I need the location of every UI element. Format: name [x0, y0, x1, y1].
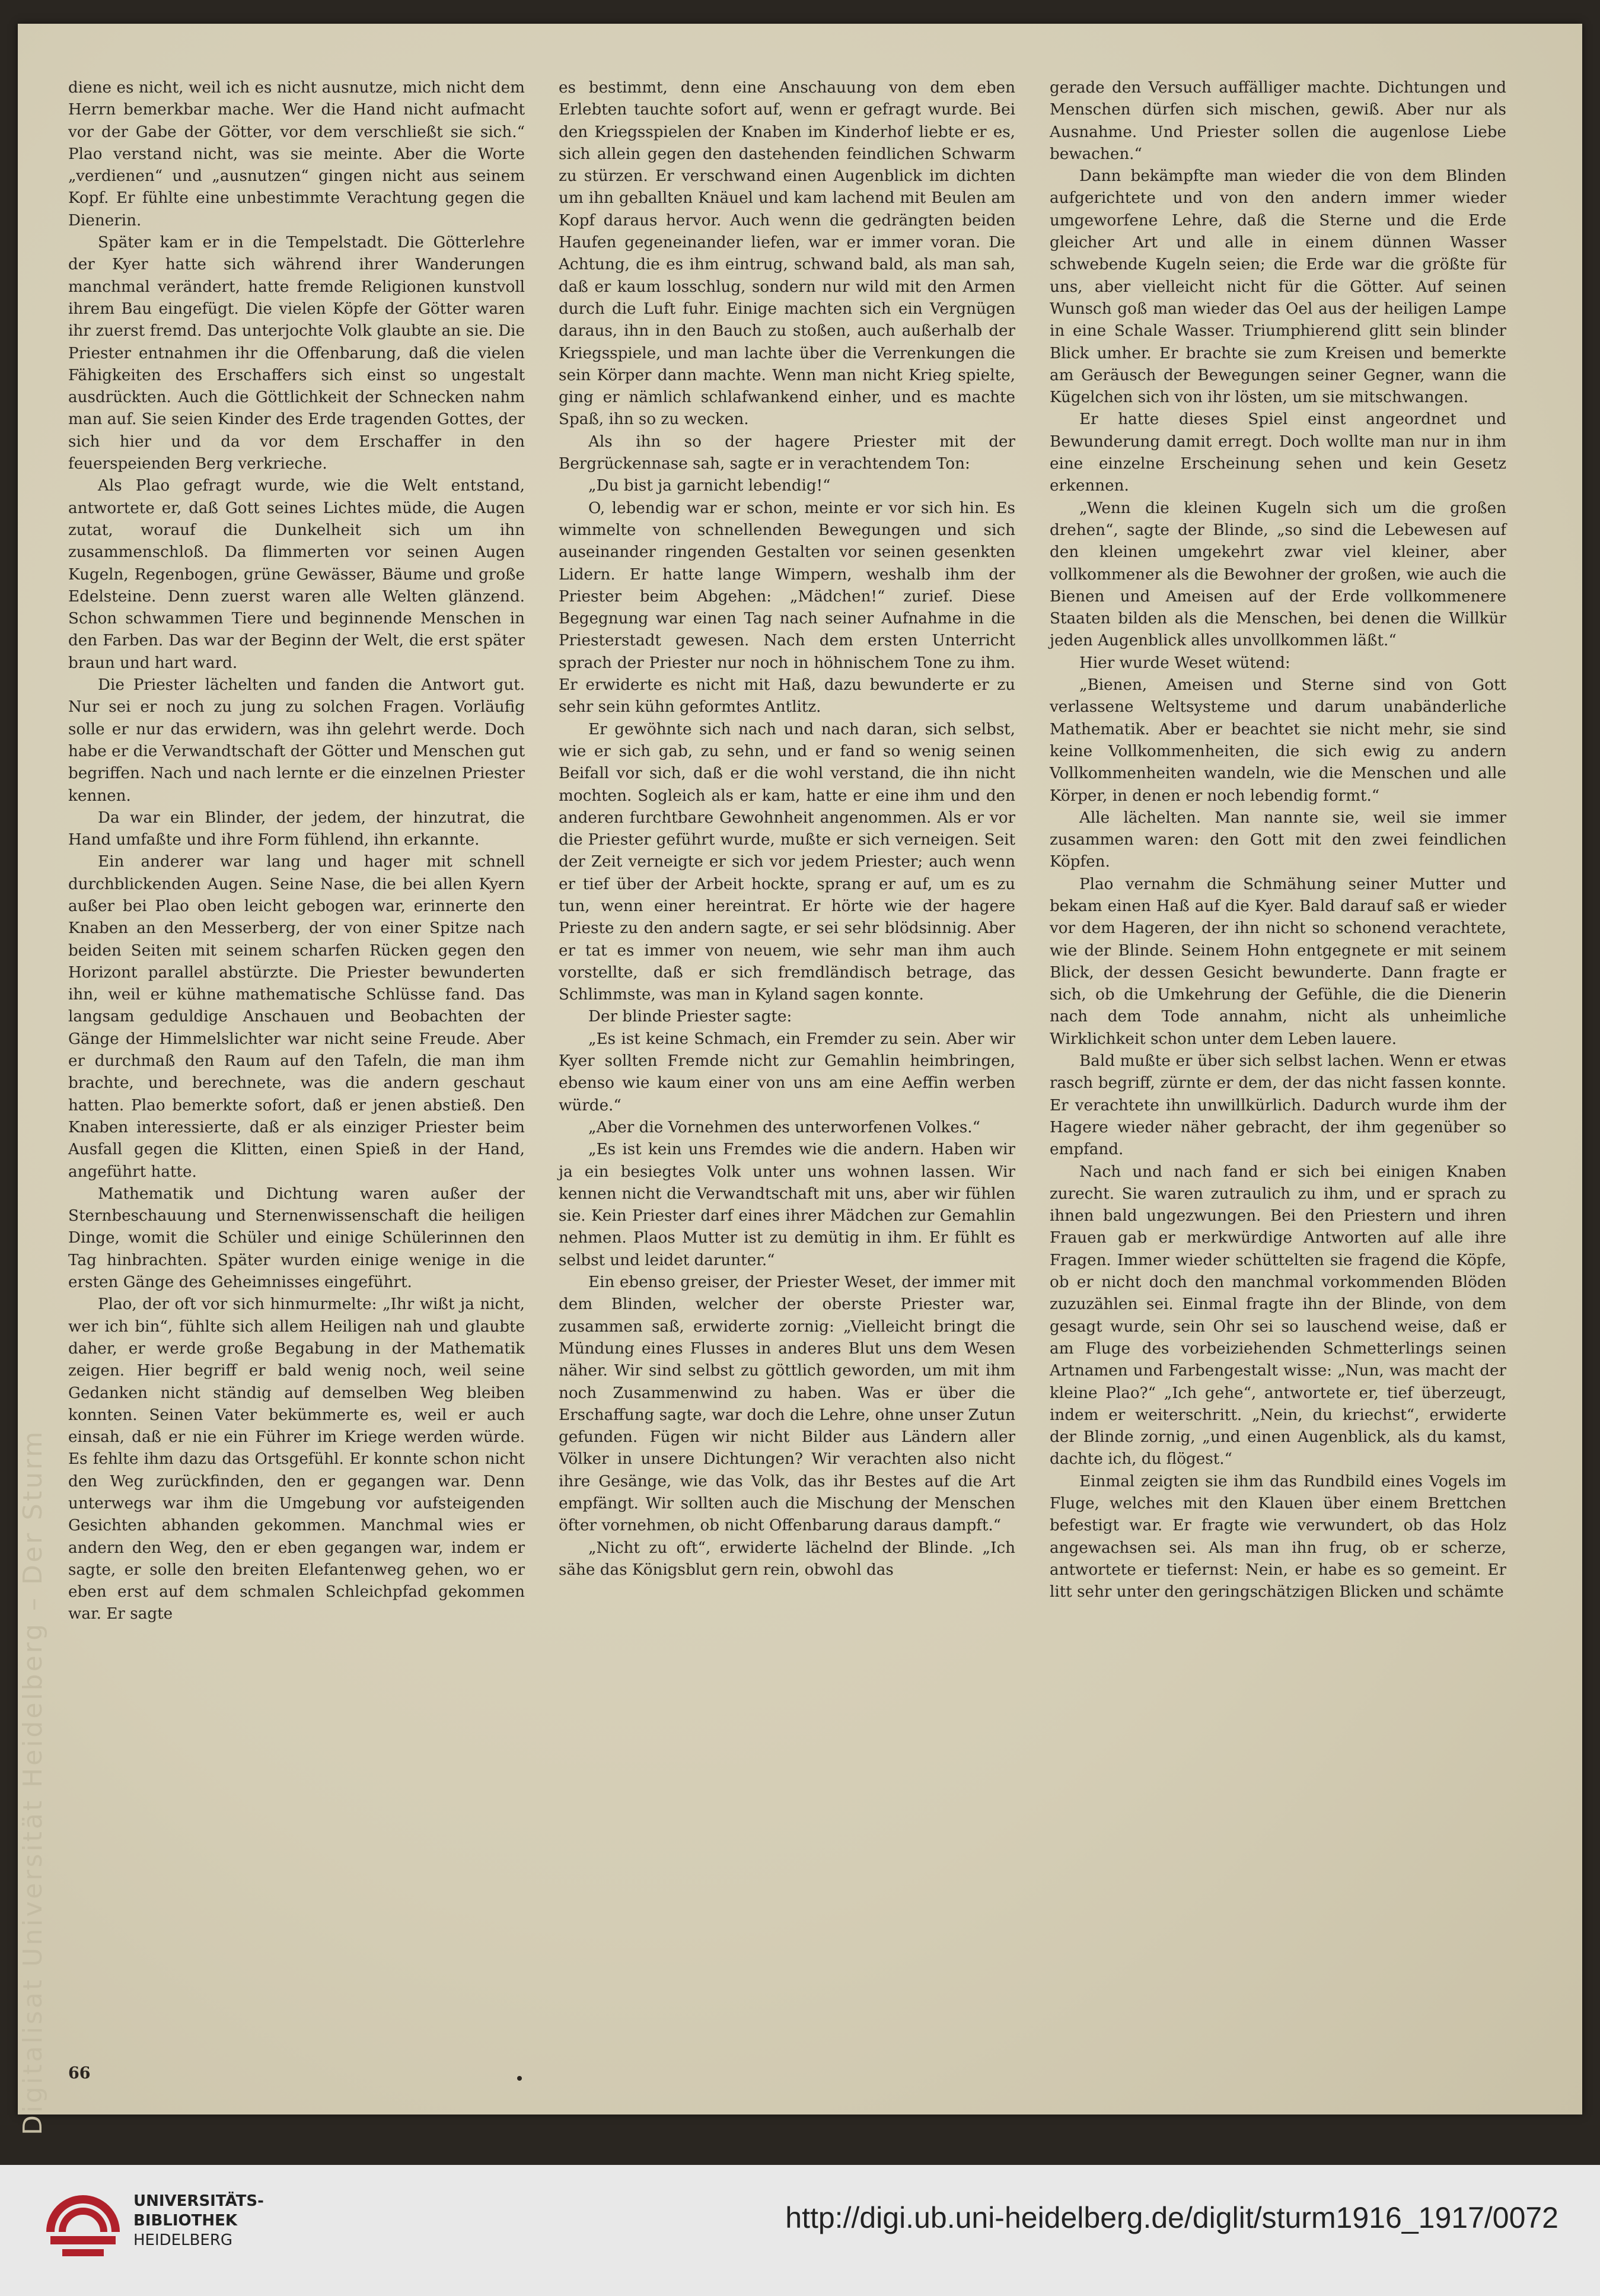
text-column-middle [559, 77, 1015, 1581]
paragraph: Plao, der oft vor sich hinmurmelte: „Ihr wißt ja nicht, wer ich bin“, fühlte sich allem Heiligen nah und glaubte daher, er werde große Begabung in der Mathematik zeigen. Hier begriff er bald wenig noch, weil seine Gedanken nicht ständig auf demselben Weg bleiben konnten. Seinen Vater bekümmerte es, weil er auch einsah, daß er nie ein Führer im Kriege werden würde. Es fehlte ihm dazu das Ortsgefühl. Er konnte schon nicht den Weg zurückfinden, den er gegangen war. Denn unterwegs war ihm die Umgebung vor aufsteigenden Gesichten abhanden gekommen. Manchmal wies er andern den Weg, den er eben gegangen war, indem er sagte, er solle den breiten Elefantenweg gehen, wo er eben erst auf dem schmalen Schleichpfad gekommen war. Er sagte [68, 1295, 525, 1623]
paragraph: „Aber die Vornehmen des unterworfenen Volkes.“ [588, 1118, 980, 1136]
library-name [133, 2192, 264, 2250]
paragraph: Einmal zeigten sie ihm das Rundbild eines Vogels im Fluge, welches mit den Klauen über einem Brettchen befestigt war. Er fragte wie verwundert, ob das Holz angewachsen sei. Als man ihn frug, ob er scherze, antwortete er tiefernst: Nein, er habe es so gemeint. Er litt sehr unter den geringschätzigen Blicken und schämte [1050, 1472, 1506, 1601]
library-logo-icon [39, 2187, 128, 2276]
paragraph: gerade den Versuch auffälliger machte. Dichtungen und Menschen dürfen sich mischen, gewiß. Aber nur als Ausnahme. Und Priester sollen die augenlose Liebe bewachen.“ [1050, 79, 1506, 163]
paragraph: Nach und nach fand er sich bei einigen Knaben zurecht. Sie waren zutraulich zu ihm, und er sprach zu ihnen bald ungezwungen. Bei den Priestern und ihren Frauen gab er merkwürdige Antworten auf alle ihre Fragen. Immer wieder schüttelten sie fragend die Köpfe, ob er nicht doch den manchmal vorkommenden Blöden zuzuzählen sei. Einmal fragte ihn der Blinde, von dem gesagt wurde, sein Ohr sei so lauschend weise, daß er am Fluge des vorbeiziehenden Schmetterlings seinen Artnamen und Farbengestalt wisse: „Nun, was macht der kleine Plao?“ „Ich gehe“, antwortete er, tief überzeugt, indem er weiterschritt. „Nein, du kriechst“, erwiderte der Blinde zornig, „und einen Augenblick, als du kamst, dachte ich, du flögest.“ [1050, 1163, 1506, 1469]
paragraph: Als Plao gefragt wurde, wie die Welt entstand, antwortete er, daß Gott seines Lichtes müde, die Augen zutat, worauf die Dunkelheit sich um ihn zusammenschloß. Da flimmerten vor seinen Augen Kugeln, Regenbogen, grüne Gewässer, Bäume und große Edelsteine. Denn zuerst waren alle Welten glänzend. Schon schwammen Tiere und beginnende Menschen in den Farben. Das war der Beginn der Welt, die erst später braun und hart ward. [68, 477, 525, 672]
text-column-right [1050, 77, 1506, 1603]
paragraph: Später kam er in die Tempelstadt. Die Götterlehre der Kyer hatte sich während ihrer Wanderungen manchmal verändert, hatte fremde Religionen kunstvoll ihrem Bau eingefügt. Die vielen Köpfe der Götter waren ihr zuerst fremd. Das unterjochte Volk glaubte an sie. Die Priester entnahmen ihr die Offenbarung, daß die vielen Fähigkeiten des Erschaffers sich einst so ungestalt ausdrückten. Auch die Göttlichkeit der Schnecken nahm man auf. Sie seien Kinder des Erde tragenden Gottes, der sich hier und da vor dem Erschaffer in den feuerspeienden Berg verkrieche. [68, 234, 525, 473]
paragraph: Plao vernahm die Schmähung seiner Mutter und bekam einen Haß auf die Kyer. Bald darauf saß er wieder vor dem Hageren, der ihn nicht so schonend verachtete, wie der Blinde. Seinem Hohn entgegnete er mit seinem Blick, der dessen Gesicht bewunderte. Dann fragte er sich, ob die Umkehrung der Gefühle, die die Dienerin nach dem Tode annahm, nicht als unheimliche Wirklichkeit schon unter dem Leben lauere. [1050, 875, 1506, 1048]
library-name-line1: UNIVERSITÄTS- [133, 2192, 264, 2210]
paragraph: „Es ist kein uns Fremdes wie die andern. Haben wir ja ein besiegtes Volk unter uns wohnen lassen. Wir kennen nicht die Verwandtschaft mit uns, aber wir fühlen sie. Kein Priester darf eines ihrer Mädchen zur Gemahlin nehmen. Plaos Mutter ist zu demütig in ihm. Er fühlt es selbst und leidet darunter.“ [559, 1141, 1015, 1269]
paragraph: Der blinde Priester sagte: [588, 1008, 792, 1026]
paragraph: diene es nicht, weil ich es nicht ausnutze, mich nicht dem Herrn bemerkbar mache. Wer die Hand nicht aufmacht vor der Gabe der Götter, vor dem verschließt sie sich.“ Plao verstand nicht, was sie meinte. Aber die Worte „verdienen“ und „ausnutzen“ gingen nicht aus seinem Kopf. Er fühlte eine unbestimmte Verachtung gegen die Dienerin. [68, 79, 525, 230]
paragraph: Ein ebenso greiser, der Priester Weset, der immer mit dem Blinden, welcher der oberste Priester war, zusammen saß, erwiderte zornig: „Vielleicht bringt die Mündung eines Flusses in anderes Blut uns dem Wesen näher. Wir sind selbst zu göttlich geworden, um mit ihm noch Zusammenwind zu haben. Was er über die Erschaffung sagte, war doch die Lehre, ohne unser Zutun gefunden. Fügen wir nicht Bilder aus Ländern aller Völker in unsere Dichtungen? Wir verachten also nicht ihre Gesänge, wie das Volk, das ihr Bestes auf die Art empfängt. Wir sollten auch die Mischung der Menschen öfter vornehmen, ob nicht Offenbarung daraus dampft.“ [559, 1273, 1015, 1535]
paragraph: Die Priester lächelten und fanden die Antwort gut. Nur sei er noch zu jung zu solchen Fragen. Vorläufig solle er nur das erwidern, was ihn gelehrt werde. Doch habe er die Verwandtschaft der Götter und Menschen gut begriffen. Nach und nach lernte er die einzelnen Priester kennen. [68, 676, 525, 805]
paragraph: Ein anderer war lang und hager mit schnell durchblickenden Augen. Seine Nase, die bei allen Kyern außer bei Plao oben leicht gebogen war, erinnerte den Knaben an den Messerberg, der von einer Spitze nach beiden Seiten mit seinem scharfen Rücken gegen den Horizont parallel abstürzte. Die Priester bewunderten ihn, weil er kühne mathematische Schlüsse fand. Das langsam geduldige Anschauen und Beobachten der Gänge der Himmelslichter war nicht seine Freude. Aber er durchmaß den Raum auf den Tafeln, die man ihm brachte, und berechnete, was die andern geschaut hatten. Plao bemerkte sofort, daß er jenen abstieß. Den Knaben interessierte, daß er als einziger Priester beim Ausfall gegen die Klitten, einen Spieß in der Hand, angeführt hatte. [68, 853, 525, 1181]
margin-watermark: Digitalisat Universität Heidelberg – Der Sturm [18, 1429, 48, 2135]
paragraph: Mathematik und Dichtung waren außer der Sternbeschauung und Sternenwissenschaft die heiligen Dinge, womit die Schüler und einige Schülerinnen den Tag hinbrachten. Später wurden einige wenige in die ersten Gänge des Geheimnisses eingeführt. [68, 1184, 525, 1292]
text-column-left [68, 77, 525, 1626]
page-number: 66 [68, 2064, 91, 2082]
paragraph: Da war ein Blinder, der jedem, der hinzutrat, die Hand umfaßte und ihre Form fühlend, ihn erkannte. [68, 808, 525, 849]
paragraph: Er gewöhnte sich nach und nach daran, sich selbst, wie er sich gab, zu sehn, und er fand so wenig seinen Beifall vor sich, daß er die wohl verstand, die ihn nicht mochten. Sogleich als er kam, hatte er eine ihm und den anderen furchtbare Gewohnheit angenommen. Als er vor die Priester geführt wurde, mußte er sich verneigen. Seit der Zeit verneigte er sich vor jedem Priester; auch wenn er tief über der Arbeit hockte, sprang er auf, um es zu tun, wenn einer hereintrat. Er hörte wie der hagere Prieste zu den andern sagte, er sei sehr blödsinnig. Aber er tat es immer von neuem, wie sehr man ihm auch vorstellte, daß er sich fremdländisch betrage, das Schlimmste, was man in Kyland sagen konnte. [559, 720, 1015, 1004]
paragraph: „Du bist ja garnicht lebendig!“ [588, 477, 831, 495]
paragraph: „Wenn die kleinen Kugeln sich um die großen drehen“, sagte der Blinde, „so sind die Lebewesen auf den kleinen umgekehrt zwar viel kleiner, aber vollkommener als die Bewohner der großen, wie auch die Bienen und Ameisen auf der Erde vollkommenere Staaten bilden als die Menschen, bei denen die Willkür jeden Augenblick alles unvollkommen läßt.“ [1050, 499, 1506, 650]
paragraph: Bald mußte er über sich selbst lachen. Wenn er etwas rasch begriff, zürnte er dem, der das nicht fassen konnte. Er verachtete ihn unwillkürlich. Dadurch wurde ihm der Hagere wieder näher gebracht, der ihm gegenüber so empfand. [1050, 1052, 1506, 1159]
library-name-line3: HEIDELBERG [133, 2231, 233, 2249]
paragraph: Dann bekämpfte man wieder die von dem Blinden aufgerichtete und von den andern immer wieder umgeworfene Lehre, daß die Sterne und die Erde gleicher Art und alle in einem dünnen Wasser schwebende Kugeln seien; die Erde war die größte für uns, aber vielleicht nicht für die Götter. Auf seinen Wunsch goß man wieder das Oel aus der heiligen Lampe in eine Schale Wasser. Triumphierend glitt sein blinder Blick umher. Er brachte sie zum Kreisen und bemerkte am Geräusch der Bewegungen seiner Gegner, wann die Kügelchen sich von ihr lösten, um sie mitschwangen. [1050, 167, 1506, 407]
paragraph: Als ihn so der hagere Priester mit der Bergrückennase sah, sagte er in verachtendem Ton: [559, 432, 1015, 473]
paragraph: Hier wurde Weset wütend: [1079, 654, 1290, 672]
paragraph: „Bienen, Ameisen und Sterne sind von Gott verlassene Weltsysteme und darum unabänderliche Mathematik. Aber er beachtet sie nicht mehr, sie sind keine Vollkommenheiten, die sich ewig zu andern Vollkommenheiten wandeln, wie die Menschen und alle Körper, in denen er noch lebendig formt.“ [1050, 676, 1506, 805]
ink-dot [517, 2076, 522, 2081]
paragraph: „Nicht zu oft“, erwiderte lächelnd der Blinde. „Ich sähe das Königsblut gern rein, obwohl das [559, 1539, 1015, 1579]
paragraph: Alle lächelten. Man nannte sie, weil sie immer zusammen waren: den Gott mit den zwei feindlichen Köpfen. [1050, 808, 1506, 871]
paragraph: „Es ist keine Schmach, ein Fremder zu sein. Aber wir Kyer sollten Fremde nicht zur Gemahlin heimbringen, ebenso wie kaum einer von uns am eine Aeffin werben würde.“ [559, 1030, 1015, 1114]
library-name-line2: BIBLIOTHEK [133, 2212, 238, 2230]
paragraph: O, lebendig war er schon, meinte er vor sich hin. Es wimmelte von schnellenden Bewegungen und sich auseinander ringenden Gestalten vor seinen gesenkten Lidern. Er hatte lange Wimpern, weshalb ihm der Priester beim Abgehen: „Mädchen!“ zurief. Diese Begegnung war einen Tag nach seiner Aufnahme in die Priesterstadt gewesen. Nach dem ersten Unterricht sprach der Priester nur noch in höhnischem Tone zu ihm. Er erwiderte es nicht mit Haß, dazu bewunderte er zu sehr sein kühn geformtes Antlitz. [559, 499, 1015, 716]
paragraph: es bestimmt, denn eine Anschauung von dem eben Erlebten tauchte sofort auf, wenn er gefragt wurde. Bei den Kriegsspielen der Knaben im Kinderhof liebte er es, sich allein gegen den dastehenden feindlichen Schwarm zu stürzen. Er verschwand einen Augenblick im dichten um ihn geballten Knäuel und kam lachend mit Beulen am Kopf daraus hervor. Auch wenn die gedrängten beiden Haufen gegeneinander liefen, war er immer voran. Die Achtung, die es ihm eintrug, schwand bald, als man sah, daß er kaum losschlug, sondern nur wild mit den Armen durch die Luft fuhr. Einige machten sich ein Vergnügen daraus, ihn in den Bauch zu stoßen, auch außerhalb der Kriegsspiele, und man lachte über die Verrenkungen die sein Körper dann machte. Wenn man nicht Krieg spielte, ging er nämlich schlafwankend einher, und es machte Spaß, ihn so zu wecken. [559, 79, 1015, 429]
source-url-link[interactable]: http://digi.ub.uni-heidelberg.de/diglit/sturm1916_1917/0072 [785, 2201, 1558, 2234]
paragraph: Er hatte dieses Spiel einst angeordnet und Bewunderung damit erregt. Doch wollte man nur in ihm eine einzelne Erscheinung sehen und kein Gesetz erkennen. [1050, 410, 1506, 495]
